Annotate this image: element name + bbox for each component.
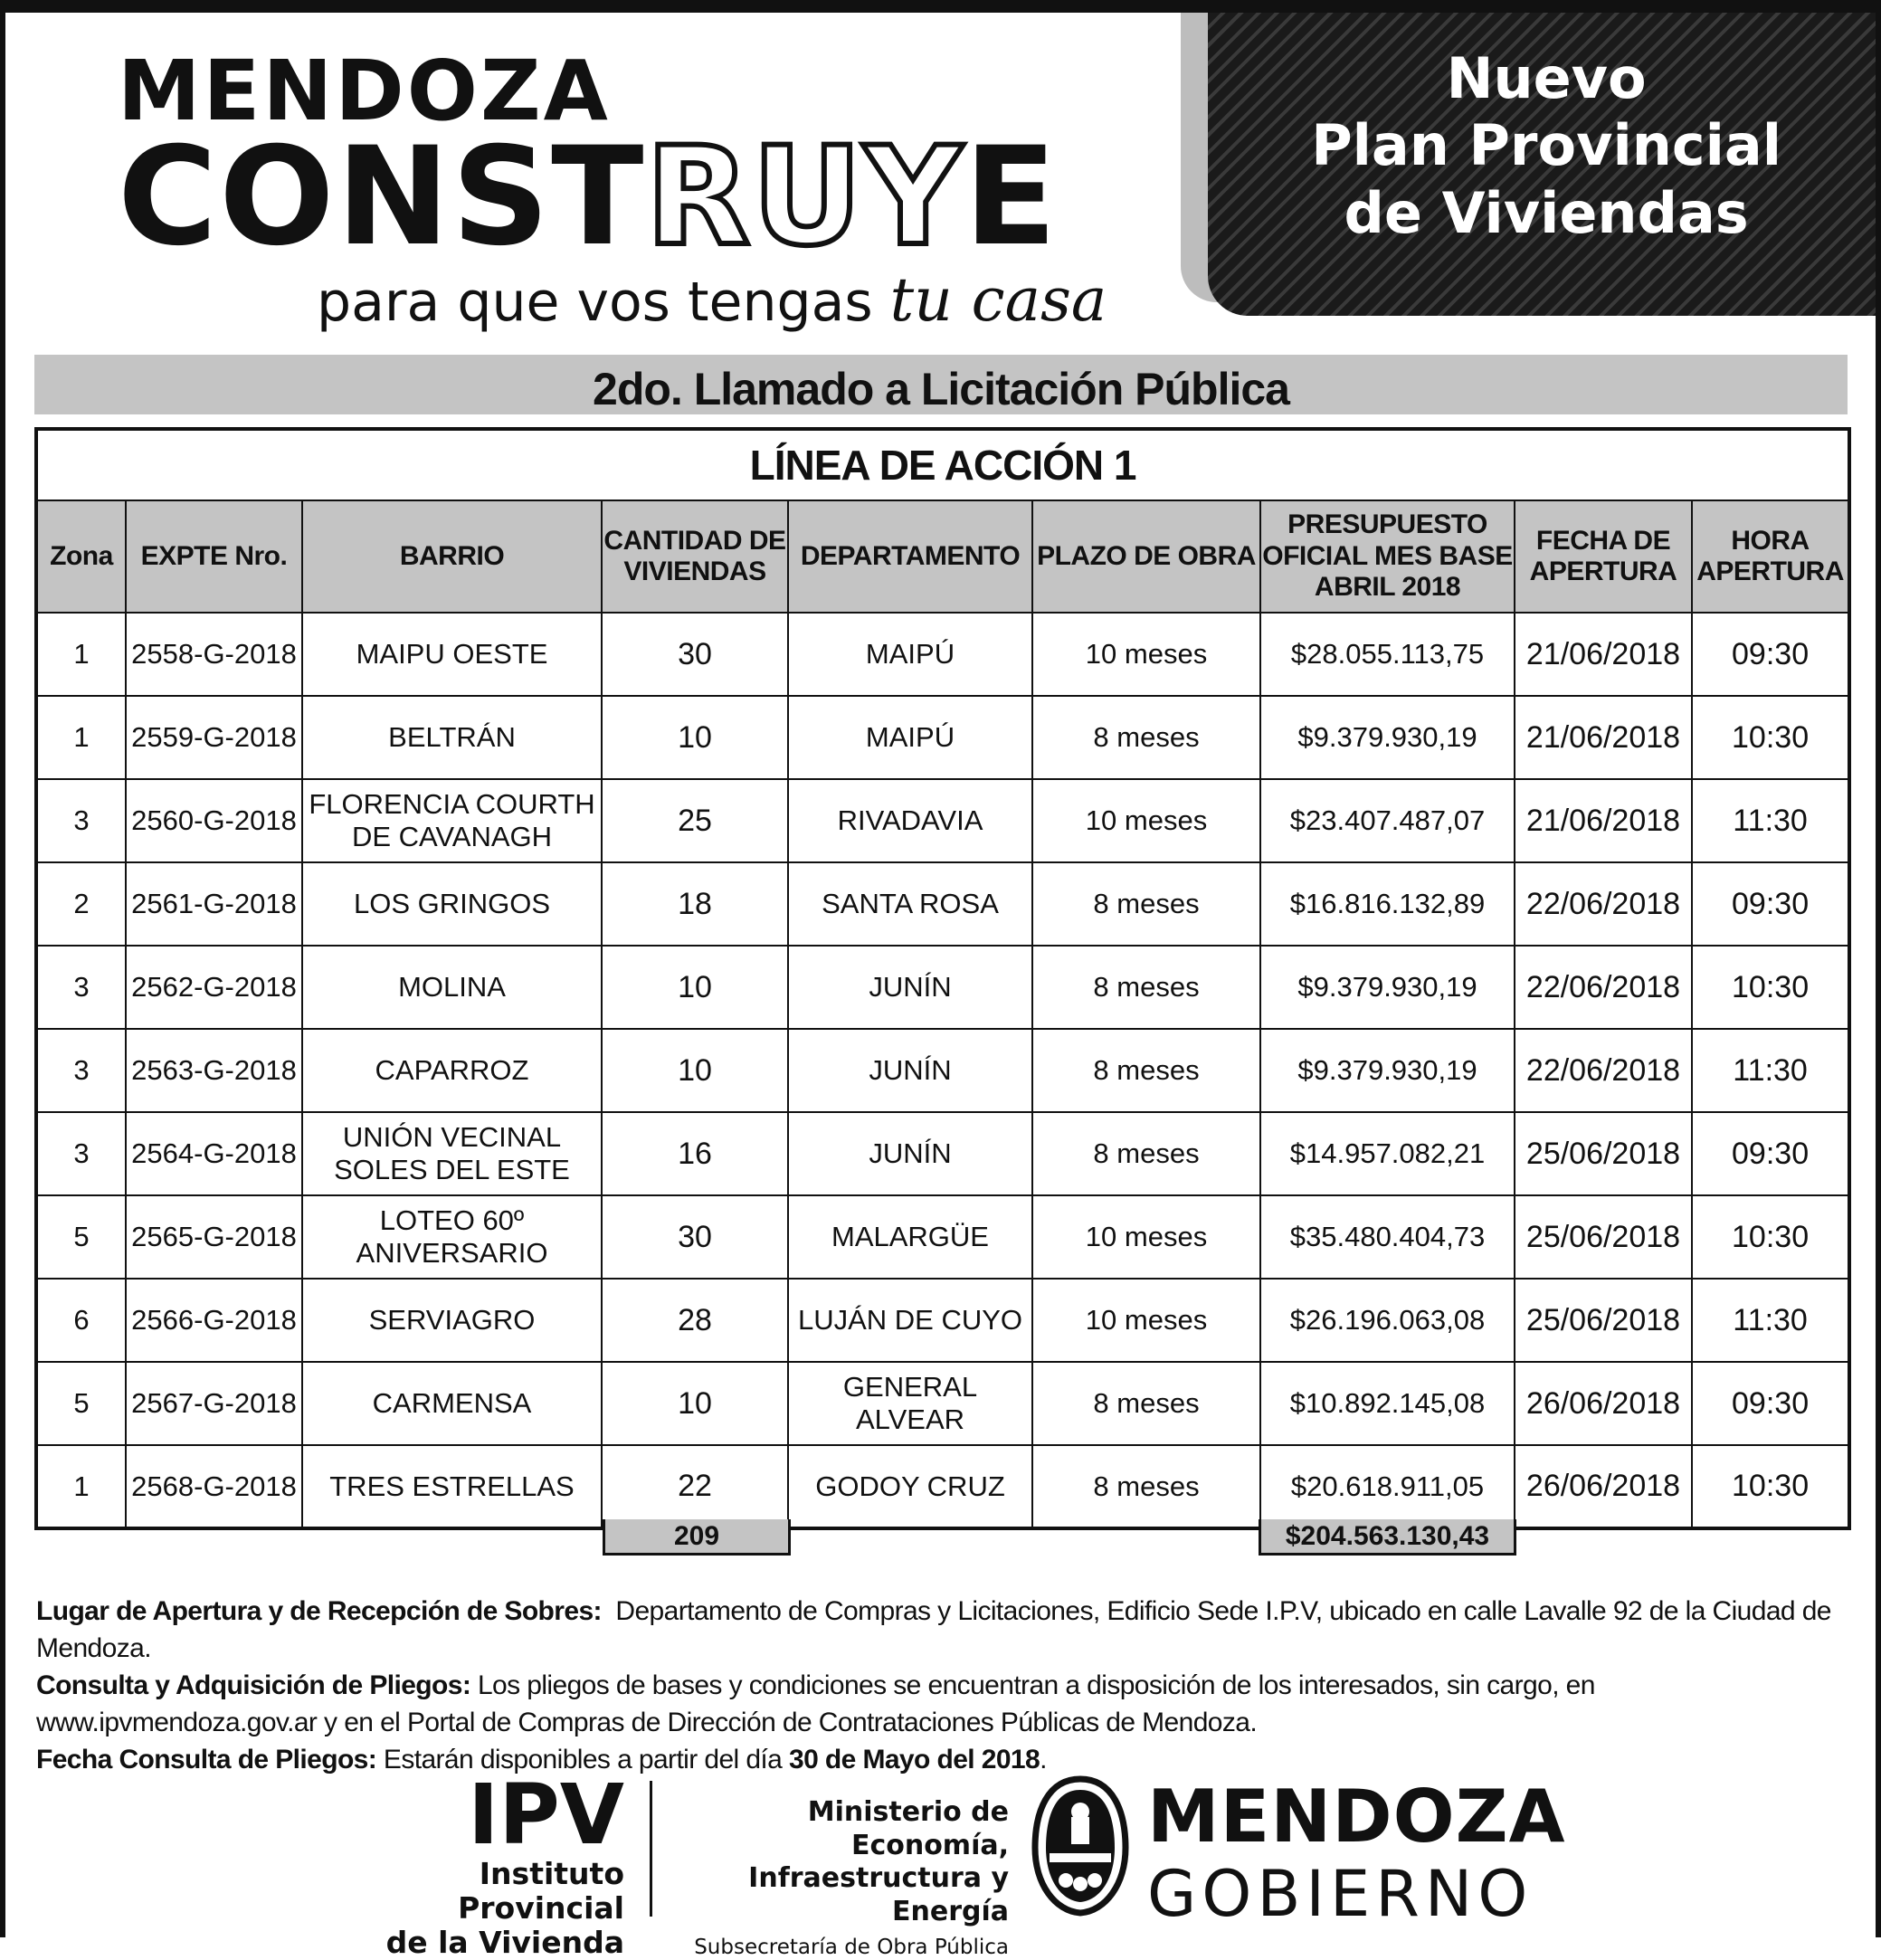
cell-cantidad: 25 xyxy=(602,779,788,862)
cell-presupuesto: $14.957.082,21 xyxy=(1260,1112,1515,1195)
cell-cantidad: 10 xyxy=(602,1029,788,1112)
cell-zona: 6 xyxy=(36,1279,126,1362)
cell-barrio: CARMENSA xyxy=(302,1362,602,1445)
table-row xyxy=(36,1112,1849,1195)
call-title: 2do. Llamado a Licitación Pública xyxy=(34,355,1848,414)
cell-barrio: FLORENCIA COURTH DE CAVANAGH xyxy=(302,779,602,862)
logo-word-a: CONST xyxy=(118,119,646,276)
cell-presupuesto: $9.379.930,19 xyxy=(1260,1029,1515,1112)
cell-cantidad: 22 xyxy=(602,1445,788,1528)
note-fecha-label: Fecha Consulta de Pliegos: xyxy=(36,1745,377,1774)
cell-presupuesto: $16.816.132,89 xyxy=(1260,862,1515,946)
cell-cantidad: 30 xyxy=(602,1195,788,1279)
cell-expte: 2560-G-2018 xyxy=(126,779,302,862)
cell-plazo: 10 meses xyxy=(1032,613,1260,696)
cell-fecha: 26/06/2018 xyxy=(1515,1362,1692,1445)
ministerio-block xyxy=(665,1796,1009,1959)
cell-plazo: 8 meses xyxy=(1032,1445,1260,1528)
cell-plazo: 10 meses xyxy=(1032,1279,1260,1362)
tagline-script: tu casa xyxy=(889,265,1107,335)
note-consulta-label: Consulta y Adquisición de Pliegos: xyxy=(36,1670,471,1700)
cell-cantidad: 10 xyxy=(602,946,788,1029)
cell-barrio: MAIPU OESTE xyxy=(302,613,602,696)
note-fecha xyxy=(36,1741,1864,1778)
cell-departamento: MAIPÚ xyxy=(788,613,1032,696)
cell-expte: 2559-G-2018 xyxy=(126,696,302,779)
cell-presupuesto: $28.055.113,75 xyxy=(1260,613,1515,696)
logo-word-b: RUY xyxy=(645,119,964,276)
cell-presupuesto: $9.379.930,19 xyxy=(1260,696,1515,779)
note-lugar xyxy=(36,1593,1864,1667)
col-header-cantidad: CANTIDAD DE VIVIENDAS xyxy=(602,500,788,613)
ministerio-line-2: Infraestructura y Energía xyxy=(748,1862,1009,1927)
provincial-shield-icon xyxy=(1030,1775,1131,1917)
col-header-expte: EXPTE Nro. xyxy=(126,500,302,613)
cell-expte: 2558-G-2018 xyxy=(126,613,302,696)
cell-barrio: CAPARROZ xyxy=(302,1029,602,1112)
cell-plazo: 8 meses xyxy=(1032,862,1260,946)
cell-departamento: SANTA ROSA xyxy=(788,862,1032,946)
logo-line-2 xyxy=(118,119,1107,276)
cell-cantidad: 18 xyxy=(602,862,788,946)
notes-block xyxy=(36,1593,1864,1778)
logo-line-1: MENDOZA xyxy=(118,43,611,139)
cell-plazo: 8 meses xyxy=(1032,1029,1260,1112)
total-viviendas: 209 xyxy=(603,1519,791,1556)
cell-plazo: 8 meses xyxy=(1032,1362,1260,1445)
cell-presupuesto: $20.618.911,05 xyxy=(1260,1445,1515,1528)
table-row xyxy=(36,1445,1849,1528)
table-row xyxy=(36,696,1849,779)
cell-barrio: UNIÓN VECINAL SOLES DEL ESTE xyxy=(302,1112,602,1195)
licitacion-table xyxy=(34,427,1851,1530)
cell-expte: 2565-G-2018 xyxy=(126,1195,302,1279)
col-header-hora: HORA APERTURA xyxy=(1692,500,1849,613)
cell-expte: 2562-G-2018 xyxy=(126,946,302,1029)
note-lugar-label: Lugar de Apertura y de Recepción de Sobres: xyxy=(36,1596,602,1626)
cell-expte: 2561-G-2018 xyxy=(126,862,302,946)
cell-hora: 09:30 xyxy=(1692,1112,1849,1195)
cell-zona: 5 xyxy=(36,1195,126,1279)
note-fecha-text: Estarán disponibles a partir del día xyxy=(383,1745,783,1774)
cell-departamento: RIVADAVIA xyxy=(788,779,1032,862)
cell-departamento: MALARGÜE xyxy=(788,1195,1032,1279)
col-header-departamento: DEPARTAMENTO xyxy=(788,500,1032,613)
cell-barrio: SERVIAGRO xyxy=(302,1279,602,1362)
cell-departamento: GENERAL ALVEAR xyxy=(788,1362,1032,1445)
cell-plazo: 10 meses xyxy=(1032,779,1260,862)
cell-departamento: GODOY CRUZ xyxy=(788,1445,1032,1528)
note-lugar-text: Departamento de Compras y Licitaciones, Edificio Sede I.P.V, ubicado en calle Lavalle 92 de la Ciudad de Mendoza. xyxy=(36,1596,1831,1663)
total-presupuesto: $204.563.130,43 xyxy=(1259,1519,1516,1556)
plan-line-3: de Viviendas xyxy=(1344,179,1749,246)
ipv-line-2: de la Vivienda xyxy=(385,1924,624,1960)
ipv-line-1: Instituto Provincial xyxy=(458,1856,624,1926)
cell-departamento: LUJÁN DE CUYO xyxy=(788,1279,1032,1362)
cell-barrio: TRES ESTRELLAS xyxy=(302,1445,602,1528)
cell-plazo: 8 meses xyxy=(1032,946,1260,1029)
plan-title xyxy=(1311,45,1781,247)
note-consulta xyxy=(36,1667,1864,1741)
ipv-acronym: IPV xyxy=(468,1766,624,1863)
cell-hora: 10:30 xyxy=(1692,1445,1849,1528)
cell-fecha: 25/06/2018 xyxy=(1515,1112,1692,1195)
cell-barrio: LOS GRINGOS xyxy=(302,862,602,946)
mendoza-gobierno-logo xyxy=(1147,1774,1566,1931)
cell-hora: 11:30 xyxy=(1692,1279,1849,1362)
cell-zona: 1 xyxy=(36,696,126,779)
subsecretaria: Subsecretaría de Obra Pública xyxy=(694,1936,1009,1960)
mendoza-construye-logo xyxy=(118,43,1107,335)
table-row xyxy=(36,613,1849,696)
licitacion-table-wrapper xyxy=(34,427,1848,1530)
cell-fecha: 22/06/2018 xyxy=(1515,862,1692,946)
cell-hora: 09:30 xyxy=(1692,1362,1849,1445)
col-header-plazo: PLAZO DE OBRA xyxy=(1032,500,1260,613)
footer-divider xyxy=(650,1781,652,1917)
cell-presupuesto: $9.379.930,19 xyxy=(1260,946,1515,1029)
col-header-fecha: FECHA DE APERTURA xyxy=(1515,500,1692,613)
table-row xyxy=(36,1362,1849,1445)
table-row xyxy=(36,862,1849,946)
plan-line-2: Plan Provincial xyxy=(1311,112,1781,179)
cell-fecha: 26/06/2018 xyxy=(1515,1445,1692,1528)
table-row xyxy=(36,1029,1849,1112)
cell-zona: 3 xyxy=(36,1112,126,1195)
cell-hora: 11:30 xyxy=(1692,779,1849,862)
cell-hora: 09:30 xyxy=(1692,613,1849,696)
cell-barrio: LOTEO 60º ANIVERSARIO xyxy=(302,1195,602,1279)
gobierno-line-2: GOBIERNO xyxy=(1147,1857,1534,1931)
table-body xyxy=(36,613,1849,1528)
cell-cantidad: 10 xyxy=(602,696,788,779)
gobierno-line-1: MENDOZA xyxy=(1147,1774,1566,1859)
cell-cantidad: 30 xyxy=(602,613,788,696)
cell-presupuesto: $26.196.063,08 xyxy=(1260,1279,1515,1362)
cell-zona: 5 xyxy=(36,1362,126,1445)
note-fecha-date: 30 de Mayo del 2018 xyxy=(789,1745,1040,1774)
cell-hora: 10:30 xyxy=(1692,946,1849,1029)
cell-cantidad: 10 xyxy=(602,1362,788,1445)
cell-zona: 3 xyxy=(36,1029,126,1112)
cell-zona: 2 xyxy=(36,862,126,946)
ipv-logo xyxy=(326,1766,624,1960)
cell-expte: 2567-G-2018 xyxy=(126,1362,302,1445)
cell-cantidad: 28 xyxy=(602,1279,788,1362)
cell-plazo: 10 meses xyxy=(1032,1195,1260,1279)
cell-plazo: 8 meses xyxy=(1032,1112,1260,1195)
cell-hora: 11:30 xyxy=(1692,1029,1849,1112)
cell-fecha: 25/06/2018 xyxy=(1515,1279,1692,1362)
cell-departamento: MAIPÚ xyxy=(788,696,1032,779)
logo-tagline xyxy=(317,265,1107,335)
note-fecha-end: . xyxy=(1040,1745,1047,1774)
cell-fecha: 22/06/2018 xyxy=(1515,946,1692,1029)
cell-presupuesto: $10.892.145,08 xyxy=(1260,1362,1515,1445)
cell-zona: 3 xyxy=(36,946,126,1029)
cell-fecha: 22/06/2018 xyxy=(1515,1029,1692,1112)
tagline-text: para que vos tengas xyxy=(317,271,873,334)
table-row xyxy=(36,1195,1849,1279)
cell-barrio: BELTRÁN xyxy=(302,696,602,779)
cell-expte: 2568-G-2018 xyxy=(126,1445,302,1528)
cell-departamento: JUNÍN xyxy=(788,1112,1032,1195)
table-row xyxy=(36,779,1849,862)
logo-word-c: E xyxy=(964,119,1059,276)
ministerio-line-1: Ministerio de Economía, xyxy=(807,1796,1009,1861)
cell-zona: 1 xyxy=(36,613,126,696)
cell-presupuesto: $35.480.404,73 xyxy=(1260,1195,1515,1279)
plan-line-1: Nuevo xyxy=(1446,45,1647,111)
col-header-barrio: BARRIO xyxy=(302,500,602,613)
cell-expte: 2563-G-2018 xyxy=(126,1029,302,1112)
cell-expte: 2566-G-2018 xyxy=(126,1279,302,1362)
cell-plazo: 8 meses xyxy=(1032,696,1260,779)
cell-fecha: 21/06/2018 xyxy=(1515,696,1692,779)
cell-departamento: JUNÍN xyxy=(788,946,1032,1029)
col-header-presupuesto: PRESUPUESTO OFICIAL MES BASE ABRIL 2018 xyxy=(1260,500,1515,613)
col-header-zona: Zona xyxy=(36,500,126,613)
cell-presupuesto: $23.407.487,07 xyxy=(1260,779,1515,862)
section-title: LÍNEA DE ACCIÓN 1 xyxy=(36,429,1849,500)
cell-expte: 2564-G-2018 xyxy=(126,1112,302,1195)
cell-fecha: 21/06/2018 xyxy=(1515,613,1692,696)
cell-fecha: 25/06/2018 xyxy=(1515,1195,1692,1279)
cell-hora: 10:30 xyxy=(1692,1195,1849,1279)
cell-barrio: MOLINA xyxy=(302,946,602,1029)
note-consulta-text: Los pliegos de bases y condiciones se encuentran a disposición de los interesados, sin cargo, en www.ipvmendoza.gov.ar y en el Portal de Compras de Dirección de Contrataciones Públicas de Mendoza. xyxy=(36,1670,1595,1737)
cell-departamento: JUNÍN xyxy=(788,1029,1032,1112)
table-row xyxy=(36,946,1849,1029)
cell-zona: 3 xyxy=(36,779,126,862)
table-header-row xyxy=(36,500,1849,613)
cell-fecha: 21/06/2018 xyxy=(1515,779,1692,862)
cell-hora: 09:30 xyxy=(1692,862,1849,946)
cell-cantidad: 16 xyxy=(602,1112,788,1195)
cell-hora: 10:30 xyxy=(1692,696,1849,779)
cell-zona: 1 xyxy=(36,1445,126,1528)
table-row xyxy=(36,1279,1849,1362)
